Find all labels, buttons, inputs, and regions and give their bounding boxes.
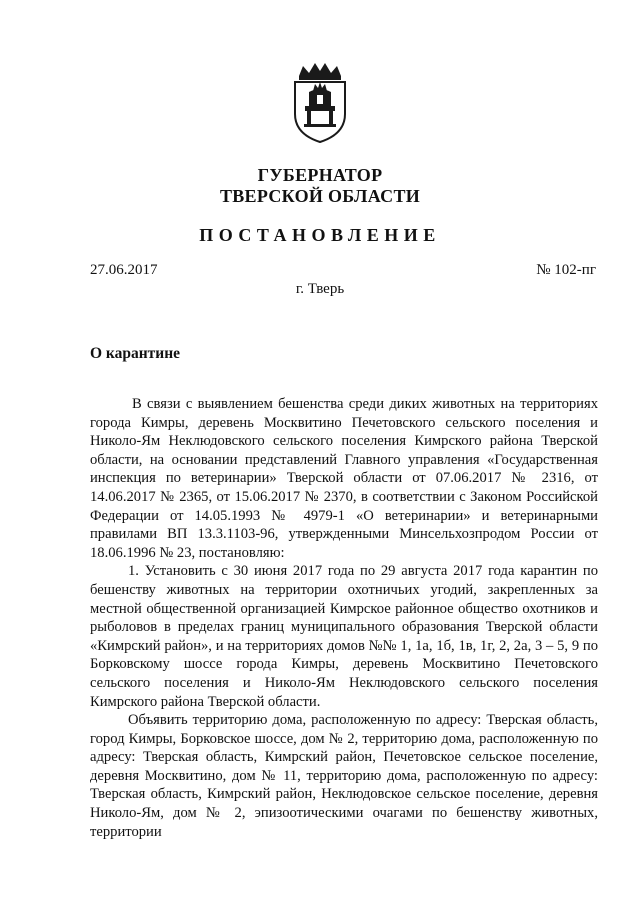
document-date: 27.06.2017 — [90, 262, 158, 278]
document-number: № 102-пг — [536, 262, 596, 278]
document-subject: О карантине — [90, 345, 181, 362]
authority-title-line-1: ГУБЕРНАТОР — [257, 165, 383, 185]
authority-title-line-2: ТВЕРСКОЙ ОБЛАСТИ — [219, 186, 421, 206]
paragraph-clause-1: 1. Установить с 30 июня 2017 года по 29 августа 2017 года карантин по бешенству животных на территории охотничьих угодий, закрепленных за местной общественной организацией Кимрское районное общество охотников и рыболовов в пределах границ муниципального образования Тверской области «Кимрский район», и на территориях домов №№ 1, 1а, 1б, 1в, 1г, 2, 2а, 3 – 5, 9 по Борковскому шоссе города Кимры, деревень Москвитино Печетовского сельского поселения и Николо-Ям Неклюдовского сельского поселения Кимрского района Тверской области. — [90, 563, 598, 710]
paragraph-clause-1-continued: Объявить территорию дома, расположенную по адресу: Тверская область, город Кимры, Борковское шоссе, дом № 2, территорию дома, расположенную по адресу: Тверская область, Кимрский район, Печетовское сельское поселение, деревня Москвитино, дом № 11, территорию дома, расположенную по адресу: Тверская область, Кимрский район, Неклюдовское сельское поселение, деревня Николо-Ям, дом № 2, эпизоотическими очагами по бешенству животных, территории — [90, 712, 598, 840]
document-city: г. Тверь — [295, 281, 345, 297]
document-type-title: ПОСТАНОВЛЕНИЕ — [199, 225, 441, 245]
document-body — [90, 395, 598, 841]
paragraph-preamble: В связи с выявлением бешенства среди диких животных на территориях города Кимры, деревень Москвитино Печетовского сельского поселения и Николо-Ям Неклюдовского сельского поселения Кимрского района Тверской области, на основании представлений Главного управления «Государственная инспекция по ветеринарии» Тверской области от 07.06.2017 № 2316, от 14.06.2017 № 2365, от 15.06.2017 № 2370, в соответствии с Законом Российской Федерации от 14.05.1993 № 4979-1 «О ветеринарии» и ветеринарными правилами ВП 13.3.1103-96, утвержденными Минсельхозпродом России от 18.06.1996 № 23, постановляю: — [90, 396, 598, 561]
coat-of-arms-icon — [291, 62, 349, 144]
